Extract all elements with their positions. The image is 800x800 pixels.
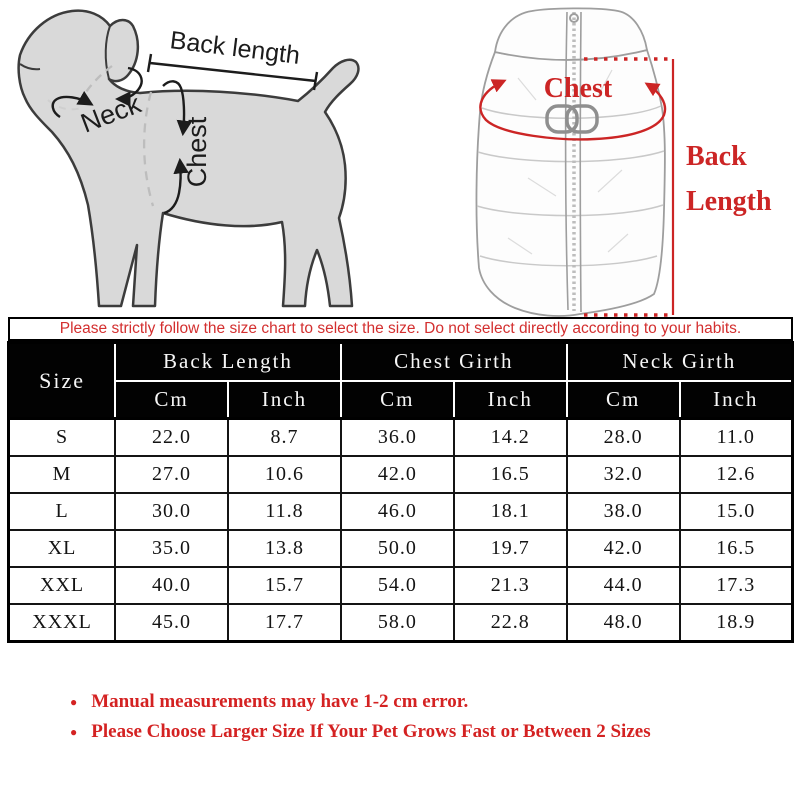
dog-chest-label: Chest [182,116,212,188]
note-text: Manual measurements may have 1-2 cm error. [91,691,469,712]
size-table-body [9,419,793,642]
value-cell: 42.0 [341,456,454,493]
vest-back-length-label-line2: Length [686,186,772,217]
value-cell: 48.0 [567,604,680,641]
table-row [9,419,793,456]
value-cell: 45.0 [115,604,228,641]
chest-girth-group-header: Chest Girth [341,343,567,381]
value-cell: 11.8 [228,493,341,530]
size-cell: XXXL [9,604,116,641]
value-cell: 46.0 [341,493,454,530]
value-cell: 17.7 [228,604,341,641]
value-cell: 16.5 [680,530,793,567]
value-cell: 54.0 [341,567,454,604]
value-cell: 18.1 [454,493,567,530]
vest-back-length-label-line1: Back [686,141,747,172]
unit-header-cm: Cm [567,381,680,419]
value-cell: 50.0 [341,530,454,567]
value-cell: 40.0 [115,567,228,604]
value-cell: 21.3 [454,567,567,604]
value-cell: 15.7 [228,567,341,604]
vest-measurement-diagram [400,0,800,318]
value-cell: 22.0 [115,419,228,456]
warning-banner [8,317,793,341]
note-text: Please Choose Larger Size If Your Pet Grows Fast or Between 2 Sizes [91,721,651,742]
value-cell: 8.7 [228,419,341,456]
value-cell: 14.2 [454,419,567,456]
value-cell: 13.8 [228,530,341,567]
dog-neck-label: Neck [76,88,145,139]
dog-measurement-diagram [0,0,400,318]
warning-banner-text: Please strictly follow the size chart to select the size. Do not select directly according to your habits. [59,320,742,337]
bullet-icon: ● [70,695,78,709]
value-cell: 36.0 [341,419,454,456]
value-cell: 38.0 [567,493,680,530]
table-row [9,456,793,493]
value-cell: 17.3 [680,567,793,604]
size-cell: XXL [9,567,116,604]
unit-header-inch: Inch [228,381,341,419]
vest-zipper-line [580,12,581,312]
value-cell: 19.7 [454,530,567,567]
measurement-illustrations [0,0,800,318]
value-cell: 58.0 [341,604,454,641]
note-item [70,688,770,716]
table-header-row-groups [9,343,793,381]
unit-header-inch: Inch [454,381,567,419]
dog-back-length-label: Back length [168,26,302,70]
unit-header-cm: Cm [115,381,228,419]
value-cell: 18.9 [680,604,793,641]
unit-header-cm: Cm [341,381,454,419]
value-cell: 11.0 [680,419,793,456]
unit-header-inch: Inch [680,381,793,419]
value-cell: 30.0 [115,493,228,530]
bullet-icon: ● [70,725,78,739]
table-row [9,493,793,530]
value-cell: 35.0 [115,530,228,567]
value-cell: 10.6 [228,456,341,493]
value-cell: 22.8 [454,604,567,641]
value-cell: 42.0 [567,530,680,567]
note-item [70,718,770,746]
vest-chest-label: Chest [543,73,613,104]
table-row [9,530,793,567]
back-length-measure-tick [148,54,151,72]
value-cell: 44.0 [567,567,680,604]
size-cell: XL [9,530,116,567]
notes-section [70,688,770,746]
table-header-row-units [9,381,793,419]
size-chart-table [7,341,794,643]
size-cell: L [9,493,116,530]
value-cell: 32.0 [567,456,680,493]
neck-girth-group-header: Neck Girth [567,343,793,381]
back-length-group-header: Back Length [115,343,341,381]
value-cell: 28.0 [567,419,680,456]
value-cell: 27.0 [115,456,228,493]
value-cell: 16.5 [454,456,567,493]
table-row [9,567,793,604]
size-column-header: Size [9,343,116,419]
size-cell: S [9,419,116,456]
size-cell: M [9,456,116,493]
value-cell: 15.0 [680,493,793,530]
value-cell: 12.6 [680,456,793,493]
table-row [9,604,793,641]
